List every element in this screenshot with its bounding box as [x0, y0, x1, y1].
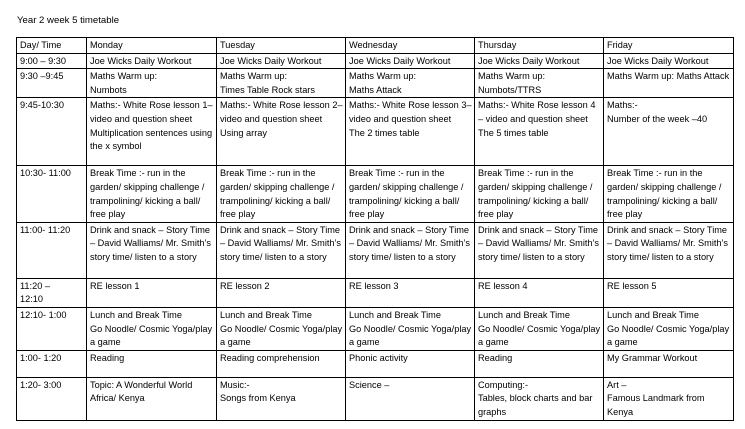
header-cell-monday: Monday [87, 38, 217, 54]
table-row [17, 98, 734, 166]
tuesday-cell: Drink and snack – Story Time – David Walliams/ Mr. Smith’s story time/ listen to a story [217, 222, 346, 278]
tuesday-cell: Maths:- White Rose lesson 2– video and question sheet Using array [217, 98, 346, 166]
tuesday-cell: Break Time :- run in the garden/ skipping challenge / trampolining/ kicking a ball/ free play [217, 166, 346, 222]
document-title: Year 2 week 5 timetable [17, 15, 120, 26]
table-row [17, 222, 734, 278]
tuesday-cell: Maths Warm up: Times Table Rock stars [217, 69, 346, 98]
friday-cell: Art – Famous Landmark from Kenya [604, 377, 734, 420]
wednesday-cell: Drink and snack – Story Time – David Walliams/ Mr. Smith’s story time/ listen to a story [346, 222, 475, 278]
table-row [17, 53, 734, 69]
table-row [17, 166, 734, 222]
wednesday-cell: Break Time :- run in the garden/ skipping challenge / trampolining/ kicking a ball/ free play [346, 166, 475, 222]
table-row [17, 377, 734, 420]
thursday-cell: Maths:- White Rose lesson 4 – video and question sheet The 5 times table [475, 98, 604, 166]
friday-cell: Maths Warm up: Maths Attack [604, 69, 734, 98]
wednesday-cell: Joe Wicks Daily Workout [346, 53, 475, 69]
monday-cell: Maths Warm up: Numbots [87, 69, 217, 98]
thursday-cell: Break Time :- run in the garden/ skipping challenge / trampolining/ kicking a ball/ free play [475, 166, 604, 222]
monday-cell: Reading [87, 350, 217, 377]
time-cell: 10:30- 11:00 [17, 166, 87, 222]
tuesday-cell: RE lesson 2 [217, 278, 346, 307]
time-cell: 12:10- 1:00 [17, 307, 87, 350]
time-cell: 9:30 –9:45 [17, 69, 87, 98]
time-cell: 11:20 – 12:10 [17, 278, 87, 307]
monday-cell: RE lesson 1 [87, 278, 217, 307]
header-cell-thursday: Thursday [475, 38, 604, 54]
wednesday-cell: Lunch and Break Time Go Noodle/ Cosmic Yoga/play a game [346, 307, 475, 350]
monday-cell: Lunch and Break Time Go Noodle/ Cosmic Yoga/play a game [87, 307, 217, 350]
tuesday-cell: Reading comprehension [217, 350, 346, 377]
table-row [17, 350, 734, 377]
wednesday-cell: Science – [346, 377, 475, 420]
wednesday-cell: Maths:- White Rose lesson 3– video and question sheet The 2 times table [346, 98, 475, 166]
timetable [16, 37, 734, 421]
header-cell-wednesday: Wednesday [346, 38, 475, 54]
time-cell: 9:45-10:30 [17, 98, 87, 166]
tuesday-cell: Music:- Songs from Kenya [217, 377, 346, 420]
thursday-cell: RE lesson 4 [475, 278, 604, 307]
table-row [17, 69, 734, 98]
wednesday-cell: RE lesson 3 [346, 278, 475, 307]
thursday-cell: Lunch and Break Time Go Noodle/ Cosmic Yoga/play a game [475, 307, 604, 350]
friday-cell: Break Time :- run in the garden/ skipping challenge / trampolining/ kicking a ball/ free play [604, 166, 734, 222]
monday-cell: Drink and snack – Story Time – David Walliams/ Mr. Smith’s story time/ listen to a story [87, 222, 217, 278]
tuesday-cell: Joe Wicks Daily Workout [217, 53, 346, 69]
header-cell-day-time: Day/ Time [17, 38, 87, 54]
time-cell: 11:00- 11:20 [17, 222, 87, 278]
wednesday-cell: Maths Warm up: Maths Attack [346, 69, 475, 98]
friday-cell: Lunch and Break Time Go Noodle/ Cosmic Yoga/play a game [604, 307, 734, 350]
thursday-cell: Maths Warm up: Numbots/TTRS [475, 69, 604, 98]
thursday-cell: Reading [475, 350, 604, 377]
monday-cell: Joe Wicks Daily Workout [87, 53, 217, 69]
friday-cell: RE lesson 5 [604, 278, 734, 307]
time-cell: 1:20- 3:00 [17, 377, 87, 420]
friday-cell: Maths:- Number of the week –40 [604, 98, 734, 166]
table-row [17, 307, 734, 350]
table-row [17, 278, 734, 307]
header-cell-friday: Friday [604, 38, 734, 54]
thursday-cell: Computing:- Tables, block charts and bar graphs [475, 377, 604, 420]
header-row [17, 38, 734, 54]
wednesday-cell: Phonic activity [346, 350, 475, 377]
friday-cell: Drink and snack – Story Time – David Walliams/ Mr. Smith’s story time/ listen to a story [604, 222, 734, 278]
thursday-cell: Drink and snack – Story Time – David Walliams/ Mr. Smith’s story time/ listen to a story [475, 222, 604, 278]
monday-cell: Topic: A Wonderful World Africa/ Kenya [87, 377, 217, 420]
monday-cell: Break Time :- run in the garden/ skipping challenge / trampolining/ kicking a ball/ free play [87, 166, 217, 222]
time-cell: 1:00- 1:20 [17, 350, 87, 377]
thursday-cell: Joe Wicks Daily Workout [475, 53, 604, 69]
time-cell: 9:00 – 9:30 [17, 53, 87, 69]
friday-cell: Joe Wicks Daily Workout [604, 53, 734, 69]
tuesday-cell: Lunch and Break Time Go Noodle/ Cosmic Yoga/play a game [217, 307, 346, 350]
monday-cell: Maths:- White Rose lesson 1– video and question sheet Multiplication sentences using the x symbol [87, 98, 217, 166]
header-cell-tuesday: Tuesday [217, 38, 346, 54]
friday-cell: My Grammar Workout [604, 350, 734, 377]
